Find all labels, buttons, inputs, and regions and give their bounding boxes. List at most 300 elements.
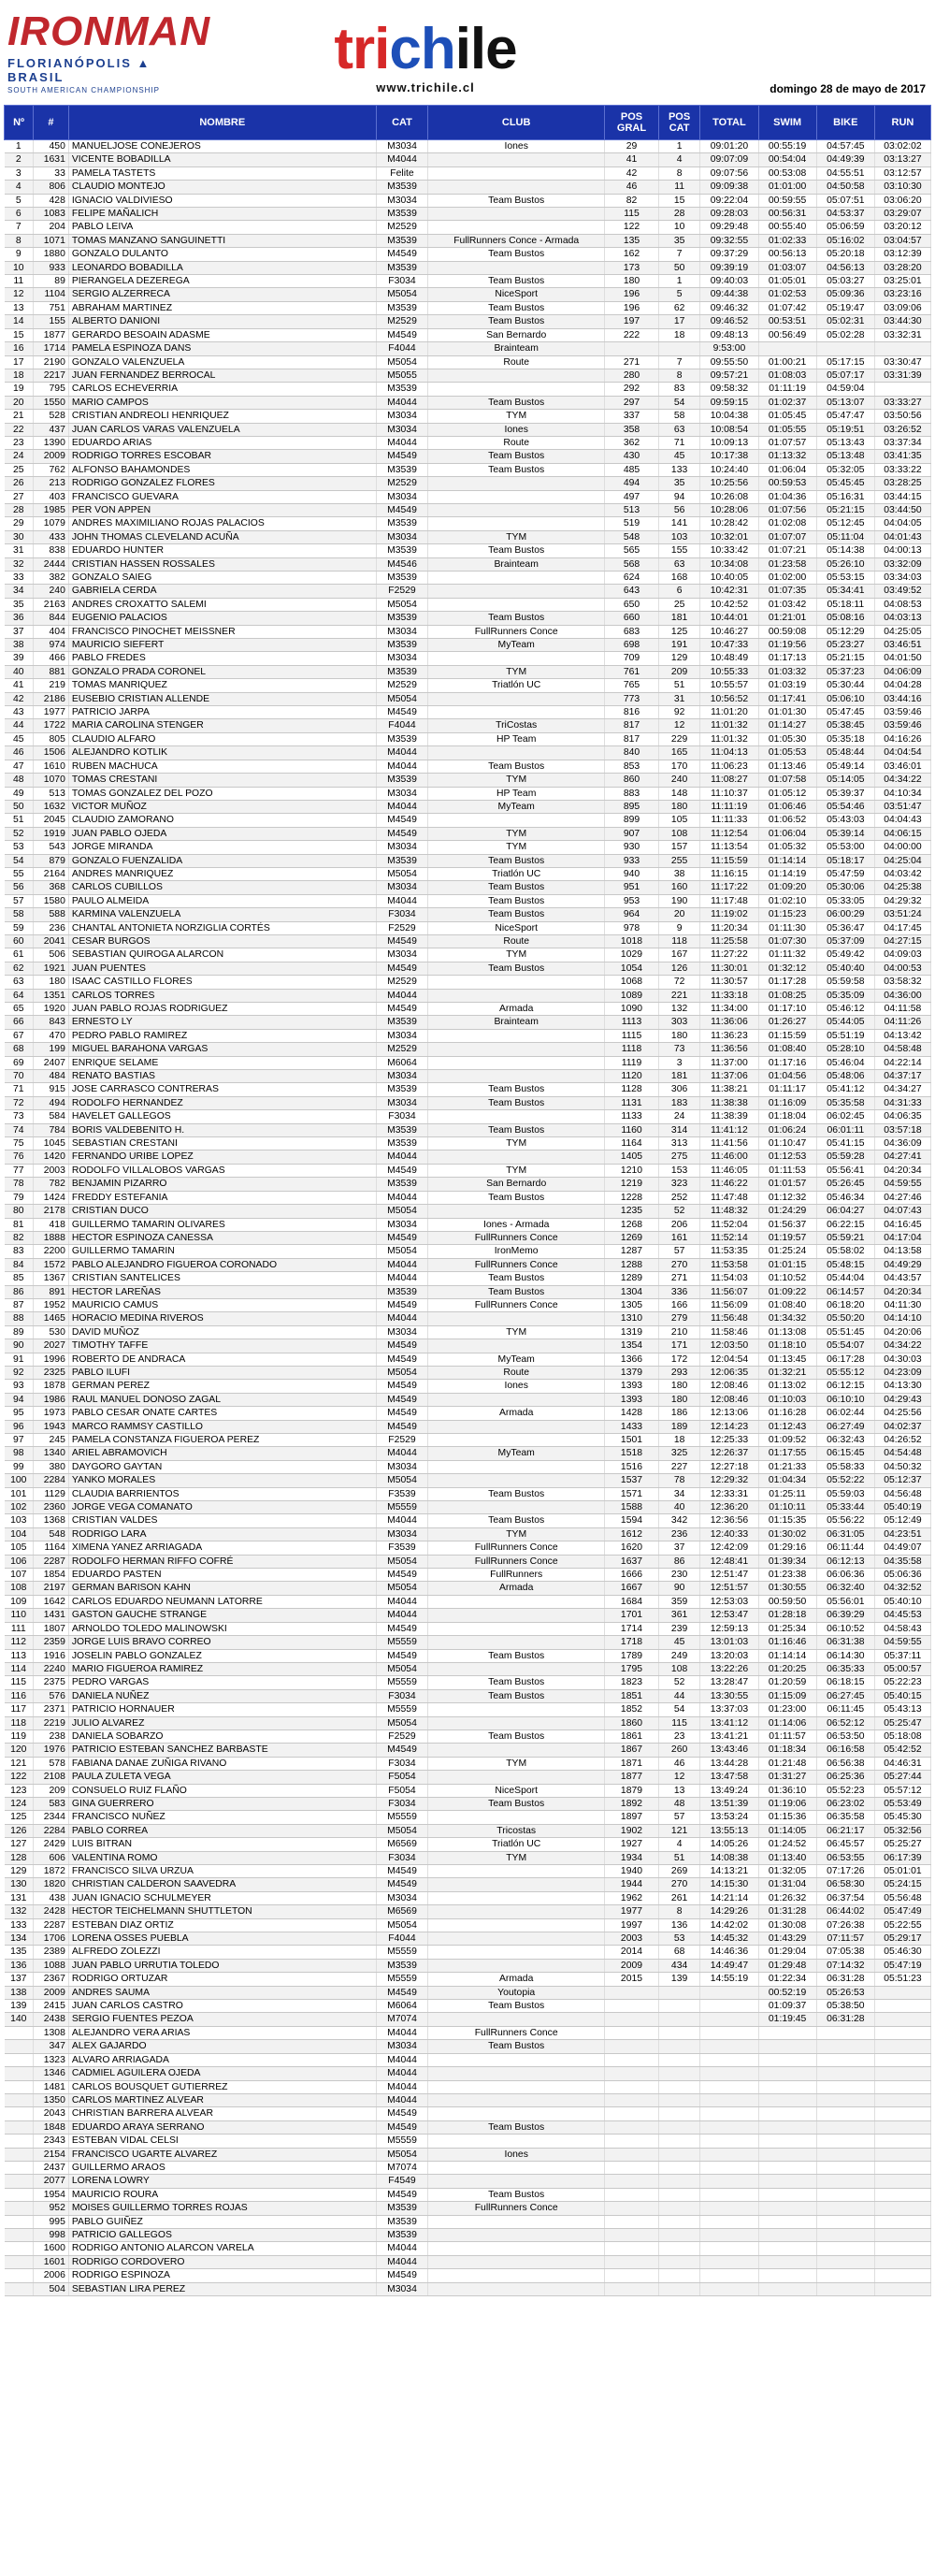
cell-name: LUIS BITRAN [68, 1838, 376, 1851]
cell-swim: 01:18:04 [758, 1110, 816, 1123]
cell-name: SEBASTIAN CRESTANI [68, 1137, 376, 1151]
cell-club [428, 1946, 605, 1959]
cell-total: 11:47:48 [700, 1191, 758, 1204]
cell-bib: 1872 [34, 1865, 69, 1878]
cell-club: TYM [428, 665, 605, 678]
cell-category: M3539 [376, 2202, 428, 2215]
cell-total: 10:42:52 [700, 598, 758, 611]
table-row [5, 1231, 931, 1244]
cell-club: Route [428, 355, 605, 369]
cell-position [5, 2188, 34, 2201]
cell-position: 107 [5, 1569, 34, 1582]
cell-pos-cat [658, 2215, 699, 2228]
cell-bib: 382 [34, 572, 69, 585]
table-row [5, 436, 931, 449]
cell-bib: 1976 [34, 1744, 69, 1757]
cell-category: M3034 [376, 1527, 428, 1541]
cell-run: 04:04:43 [874, 814, 930, 827]
table-row [5, 1676, 931, 1689]
cell-club [428, 166, 605, 180]
cell-position: 64 [5, 989, 34, 1002]
cell-pos-gral: 1501 [605, 1434, 659, 1447]
cell-bike: 05:52:23 [816, 1784, 874, 1797]
cell-pos-gral [605, 2080, 659, 2093]
cell-bike: 05:33:44 [816, 1501, 874, 1514]
cell-swim: 00:59:53 [758, 477, 816, 490]
cell-pos-cat: 141 [658, 517, 699, 530]
cell-category: M5559 [376, 1676, 428, 1689]
table-row [5, 1043, 931, 1056]
cell-swim: 01:07:58 [758, 774, 816, 787]
cell-category: M4549 [376, 503, 428, 516]
cell-club [428, 1339, 605, 1353]
cell-bib: 1820 [34, 1878, 69, 1891]
cell-name: PAMELA ESPINOZA DANS [68, 342, 376, 355]
cell-club [428, 746, 605, 760]
cell-pos-gral: 497 [605, 490, 659, 503]
cell-name: GONZALO VALENZUELA [68, 355, 376, 369]
cell-category: M3034 [376, 881, 428, 894]
cell-pos-gral: 1897 [605, 1811, 659, 1824]
cell-pos-gral: 1310 [605, 1312, 659, 1325]
cell-pos-cat: 136 [658, 1918, 699, 1932]
cell-run: 04:23:51 [874, 1527, 930, 1541]
cell-position: 102 [5, 1501, 34, 1514]
cell-run [874, 2202, 930, 2215]
cell-run [874, 2000, 930, 2013]
cell-bib: 578 [34, 1757, 69, 1770]
cell-name: TOMAS MANRIQUEZ [68, 679, 376, 692]
cell-position: 97 [5, 1434, 34, 1447]
cell-swim: 01:09:52 [758, 1434, 816, 1447]
cell-pos-gral: 1113 [605, 1016, 659, 1029]
cell-bib: 2415 [34, 2000, 69, 2013]
cell-category: M4549 [376, 248, 428, 261]
cell-name: PEDRO PABLO RAMIREZ [68, 1029, 376, 1042]
cell-total: 14:13:21 [700, 1865, 758, 1878]
cell-bike: 05:26:10 [816, 557, 874, 571]
cell-name: CARLOS BOUSQUET GUTIERREZ [68, 2080, 376, 2093]
cell-category: M4044 [376, 396, 428, 409]
cell-bib: 995 [34, 2215, 69, 2228]
cell-club: FullRunners Conce [428, 1541, 605, 1555]
cell-run: 04:17:45 [874, 921, 930, 934]
cell-swim [758, 2067, 816, 2080]
cell-name: PABLO CESAR ONATE CARTES [68, 1407, 376, 1420]
cell-bike: 05:30:06 [816, 881, 874, 894]
cell-run: 03:13:27 [874, 153, 930, 166]
cell-pos-cat: 221 [658, 989, 699, 1002]
cell-club: Team Bustos [428, 1689, 605, 1702]
cell-swim: 01:17:16 [758, 1056, 816, 1069]
cell-run: 05:46:30 [874, 1946, 930, 1959]
cell-category: F3034 [376, 1851, 428, 1864]
cell-club [428, 1622, 605, 1635]
cell-run: 05:25:27 [874, 1838, 930, 1851]
cell-position: 7 [5, 221, 34, 234]
cell-pos-cat: 186 [658, 1407, 699, 1420]
cell-total: 12:26:37 [700, 1447, 758, 1460]
cell-pos-cat [658, 2000, 699, 2013]
cell-name: CRISTIAN ANDREOLI HENRIQUEZ [68, 410, 376, 423]
cell-club: Team Bustos [428, 2188, 605, 2201]
cell-name: CRISTIAN HASSEN ROSSALES [68, 557, 376, 571]
cell-club: Team Bustos [428, 1096, 605, 1109]
cell-name: TIMOTHY TAFFE [68, 1339, 376, 1353]
cell-name: XIMENA YANEZ ARRIAGADA [68, 1541, 376, 1555]
cell-swim: 00:53:08 [758, 166, 816, 180]
cell-category: M3034 [376, 1096, 428, 1109]
cell-category: M4044 [376, 1595, 428, 1608]
cell-run: 05:40:10 [874, 1595, 930, 1608]
cell-swim: 00:56:13 [758, 248, 816, 261]
cell-total: 09:46:32 [700, 301, 758, 314]
cell-position: 43 [5, 706, 34, 719]
cell-pos-cat: 73 [658, 1043, 699, 1056]
cell-club [428, 1595, 605, 1608]
cell-swim: 01:02:08 [758, 517, 816, 530]
cell-bike: 06:18:15 [816, 1676, 874, 1689]
cell-name: PIERANGELA DEZEREGA [68, 275, 376, 288]
cell-run: 03:59:46 [874, 706, 930, 719]
cell-pos-cat: 336 [658, 1285, 699, 1298]
cell-pos-gral: 933 [605, 854, 659, 867]
cell-bike: 04:49:39 [816, 153, 874, 166]
table-row [5, 410, 931, 423]
cell-pos-cat: 172 [658, 1353, 699, 1366]
cell-pos-gral: 1637 [605, 1555, 659, 1568]
cell-position: 10 [5, 261, 34, 274]
cell-total [700, 2107, 758, 2120]
cell-category: M5559 [376, 1811, 428, 1824]
table-row [5, 1420, 931, 1433]
cell-swim: 01:32:21 [758, 1366, 816, 1379]
cell-bib: 1550 [34, 396, 69, 409]
cell-category: M5054 [376, 1474, 428, 1487]
cell-position: 126 [5, 1824, 34, 1837]
table-row [5, 867, 931, 880]
cell-run: 04:00:13 [874, 544, 930, 557]
cell-category: M4549 [376, 1569, 428, 1582]
cell-name: JORGE VEGA COMANATO [68, 1501, 376, 1514]
cell-run: 03:12:57 [874, 166, 930, 180]
cell-bib: 2371 [34, 1703, 69, 1716]
cell-position: 92 [5, 1366, 34, 1379]
cell-club: Armada [428, 1582, 605, 1595]
cell-pos-cat: 31 [658, 692, 699, 705]
cell-run: 05:57:12 [874, 1784, 930, 1797]
table-row [5, 1946, 931, 1959]
table-row [5, 800, 931, 813]
cell-pos-gral [605, 2215, 659, 2228]
cell-club [428, 2093, 605, 2106]
cell-position: 28 [5, 503, 34, 516]
cell-swim: 01:04:34 [758, 1474, 816, 1487]
cell-bike: 06:53:50 [816, 1729, 874, 1743]
cell-pos-cat: 240 [658, 774, 699, 787]
cell-run: 04:20:06 [874, 1325, 930, 1339]
cell-club [428, 989, 605, 1002]
cell-pos-cat: 180 [658, 1029, 699, 1042]
cell-pos-cat: 83 [658, 383, 699, 396]
col-header-bib: # [34, 106, 69, 140]
cell-run: 03:06:20 [874, 194, 930, 207]
cell-total: 09:48:13 [700, 328, 758, 341]
cell-name: RODRIGO ESPINOZA [68, 2269, 376, 2282]
cell-run: 03:34:03 [874, 572, 930, 585]
cell-run: 04:16:26 [874, 732, 930, 745]
table-row [5, 2255, 931, 2268]
table-row [5, 1285, 931, 1298]
cell-pos-cat: 12 [658, 1771, 699, 1784]
cell-pos-cat: 275 [658, 1151, 699, 1164]
table-row [5, 894, 931, 907]
cell-pos-cat [658, 2093, 699, 2106]
cell-pos-gral: 1852 [605, 1703, 659, 1716]
cell-pos-cat [658, 2228, 699, 2241]
cell-total: 11:30:57 [700, 976, 758, 989]
cell-bike: 05:26:45 [816, 1178, 874, 1191]
cell-bib: 2164 [34, 867, 69, 880]
cell-pos-cat: 314 [658, 1123, 699, 1136]
cell-pos-cat: 90 [658, 1582, 699, 1595]
cell-swim [758, 2175, 816, 2188]
cell-run: 04:25:05 [874, 625, 930, 638]
cell-bike: 05:37:23 [816, 665, 874, 678]
cell-swim: 01:09:20 [758, 881, 816, 894]
cell-pos-cat [658, 2120, 699, 2134]
table-row [5, 1569, 931, 1582]
cell-category: F3539 [376, 1487, 428, 1500]
cell-swim [758, 2188, 816, 2201]
cell-total [700, 2013, 758, 2026]
cell-run: 04:49:29 [874, 1258, 930, 1271]
table-row [5, 976, 931, 989]
cell-bib: 33 [34, 166, 69, 180]
cell-name: MAURICIO SIEFERT [68, 639, 376, 652]
header-row [5, 106, 931, 140]
cell-run: 04:58:48 [874, 1043, 930, 1056]
cell-total: 11:52:14 [700, 1231, 758, 1244]
cell-pos-gral: 643 [605, 585, 659, 598]
cell-swim: 01:17:13 [758, 652, 816, 665]
cell-pos-cat: 17 [658, 315, 699, 328]
cell-pos-gral [605, 2107, 659, 2120]
cell-bib: 2428 [34, 1905, 69, 1918]
cell-category: M4549 [376, 1298, 428, 1311]
cell-club: Armada [428, 1973, 605, 1986]
cell-swim: 01:36:10 [758, 1784, 816, 1797]
cell-run: 04:35:58 [874, 1555, 930, 1568]
cell-name: CLAUDIA BARRIENTOS [68, 1487, 376, 1500]
cell-total: 11:36:06 [700, 1016, 758, 1029]
cell-name: CLAUDIO MONTEJO [68, 181, 376, 194]
cell-position: 98 [5, 1447, 34, 1460]
cell-total: 14:55:19 [700, 1973, 758, 1986]
table-row [5, 2282, 931, 2295]
cell-bib: 915 [34, 1083, 69, 1096]
cell-bib: 1610 [34, 760, 69, 773]
cell-run: 05:29:17 [874, 1932, 930, 1946]
cell-position: 35 [5, 598, 34, 611]
cell-pos-cat: 92 [658, 706, 699, 719]
cell-total: 11:56:07 [700, 1285, 758, 1298]
cell-position: 122 [5, 1771, 34, 1784]
cell-bike: 05:37:09 [816, 934, 874, 948]
col-header-club: CLUB [428, 106, 605, 140]
cell-category: M3539 [376, 665, 428, 678]
cell-bib: 751 [34, 301, 69, 314]
cell-total: 11:46:00 [700, 1151, 758, 1164]
cell-bike: 06:52:12 [816, 1716, 874, 1729]
cell-club: NiceSport [428, 921, 605, 934]
cell-club [428, 1662, 605, 1675]
cell-club: Route [428, 1366, 605, 1379]
cell-bib: 2444 [34, 557, 69, 571]
cell-total: 10:09:13 [700, 436, 758, 449]
cell-bib: 2359 [34, 1636, 69, 1649]
cell-bib: 1506 [34, 746, 69, 760]
cell-pos-cat: 3 [658, 1056, 699, 1069]
cell-pos-cat: 121 [658, 1824, 699, 1837]
table-row [5, 342, 931, 355]
cell-bike: 05:12:29 [816, 625, 874, 638]
cell-run [874, 2013, 930, 2026]
cell-club: FullRunners Conce [428, 1231, 605, 1244]
cell-club [428, 1865, 605, 1878]
cell-bib: 795 [34, 383, 69, 396]
cell-pos-cat: 57 [658, 1245, 699, 1258]
cell-category: M3539 [376, 1016, 428, 1029]
cell-pos-cat: 37 [658, 1541, 699, 1555]
cell-pos-gral [605, 2188, 659, 2201]
cell-position: 4 [5, 181, 34, 194]
cell-bike: 05:16:31 [816, 490, 874, 503]
cell-club: TYM [428, 948, 605, 962]
cell-bib: 2219 [34, 1716, 69, 1729]
table-row [5, 814, 931, 827]
cell-category: M4549 [376, 1164, 428, 1177]
cell-bike: 07:26:38 [816, 1918, 874, 1932]
cell-pos-gral: 895 [605, 800, 659, 813]
cell-swim: 01:29:48 [758, 1959, 816, 1972]
cell-run: 03:23:16 [874, 288, 930, 301]
cell-total: 11:08:27 [700, 774, 758, 787]
cell-category: M3539 [376, 181, 428, 194]
cell-swim: 01:02:53 [758, 288, 816, 301]
cell-swim: 01:15:23 [758, 908, 816, 921]
cell-bib: 438 [34, 1891, 69, 1904]
cell-bike: 05:54:07 [816, 1339, 874, 1353]
cell-swim: 01:23:58 [758, 557, 816, 571]
cell-position: 115 [5, 1676, 34, 1689]
cell-bike [816, 2026, 874, 2039]
table-row [5, 140, 931, 153]
cell-position [5, 2148, 34, 2161]
cell-pos-gral: 41 [605, 153, 659, 166]
cell-run [874, 2282, 930, 2295]
cell-run: 04:37:17 [874, 1070, 930, 1083]
cell-pos-cat: 126 [658, 962, 699, 975]
cell-run: 05:22:55 [874, 1918, 930, 1932]
cell-swim [758, 2093, 816, 2106]
cell-bib: 2043 [34, 2107, 69, 2120]
cell-run: 04:27:15 [874, 934, 930, 948]
cell-name: BORIS VALDEBENITO H. [68, 1123, 376, 1136]
cell-name: PABLO LEIVA [68, 221, 376, 234]
cell-category: M6064 [376, 2000, 428, 2013]
cell-run [874, 1986, 930, 1999]
cell-name: JUAN CARLOS CASTRO [68, 2000, 376, 2013]
cell-name: HAVELET GALLEGOS [68, 1110, 376, 1123]
cell-total: 11:37:06 [700, 1070, 758, 1083]
cell-category: M3539 [376, 544, 428, 557]
cell-pos-gral: 773 [605, 692, 659, 705]
cell-pos-gral: 624 [605, 572, 659, 585]
cell-pos-cat: 270 [658, 1258, 699, 1271]
cell-bib: 1848 [34, 2120, 69, 2134]
cell-name: ANDRES MAXIMILIANO ROJAS PALACIOS [68, 517, 376, 530]
cell-pos-gral: 1612 [605, 1527, 659, 1541]
cell-position: 47 [5, 760, 34, 773]
cell-bike: 05:49:42 [816, 948, 874, 962]
cell-run: 05:42:52 [874, 1744, 930, 1757]
cell-club [428, 1771, 605, 1784]
cell-bib: 1351 [34, 989, 69, 1002]
cell-pos-cat: 180 [658, 1380, 699, 1393]
cell-total [700, 2242, 758, 2255]
cell-bike: 04:56:13 [816, 261, 874, 274]
cell-bike: 05:21:15 [816, 652, 874, 665]
cell-name: PABLO CORREA [68, 1824, 376, 1837]
cell-club [428, 477, 605, 490]
cell-run: 03:09:06 [874, 301, 930, 314]
cell-bike: 05:48:44 [816, 746, 874, 760]
cell-club [428, 2215, 605, 2228]
cell-pos-cat: 4 [658, 1838, 699, 1851]
cell-club [428, 1932, 605, 1946]
table-row [5, 1110, 931, 1123]
cell-pos-cat: 342 [658, 1514, 699, 1527]
cell-bib: 2325 [34, 1366, 69, 1379]
cell-swim: 01:06:24 [758, 1123, 816, 1136]
cell-name: PATRICIO ESTEBAN SANCHEZ BARBASTE [68, 1744, 376, 1757]
cell-club [428, 181, 605, 194]
cell-total: 09:07:56 [700, 166, 758, 180]
cell-total [700, 2067, 758, 2080]
cell-pos-gral: 907 [605, 827, 659, 840]
cell-position: 106 [5, 1555, 34, 1568]
cell-pos-cat [658, 342, 699, 355]
cell-total: 12:36:56 [700, 1514, 758, 1527]
cell-run: 03:33:22 [874, 463, 930, 476]
cell-pos-gral: 1133 [605, 1110, 659, 1123]
cell-bike: 05:07:17 [816, 369, 874, 382]
cell-position: 71 [5, 1083, 34, 1096]
cell-total: 11:46:22 [700, 1178, 758, 1191]
cell-category: M4549 [376, 2107, 428, 2120]
cell-swim: 01:16:09 [758, 1096, 816, 1109]
cell-total [700, 2215, 758, 2228]
cell-name: JUAN FERNANDEZ BERROCAL [68, 369, 376, 382]
cell-bib: 1164 [34, 1541, 69, 1555]
cell-run: 04:04:05 [874, 517, 930, 530]
table-row [5, 1056, 931, 1069]
cell-run: 04:49:07 [874, 1541, 930, 1555]
cell-pos-gral: 1090 [605, 1003, 659, 1016]
cell-pos-gral: 1944 [605, 1878, 659, 1891]
cell-run: 04:00:53 [874, 962, 930, 975]
